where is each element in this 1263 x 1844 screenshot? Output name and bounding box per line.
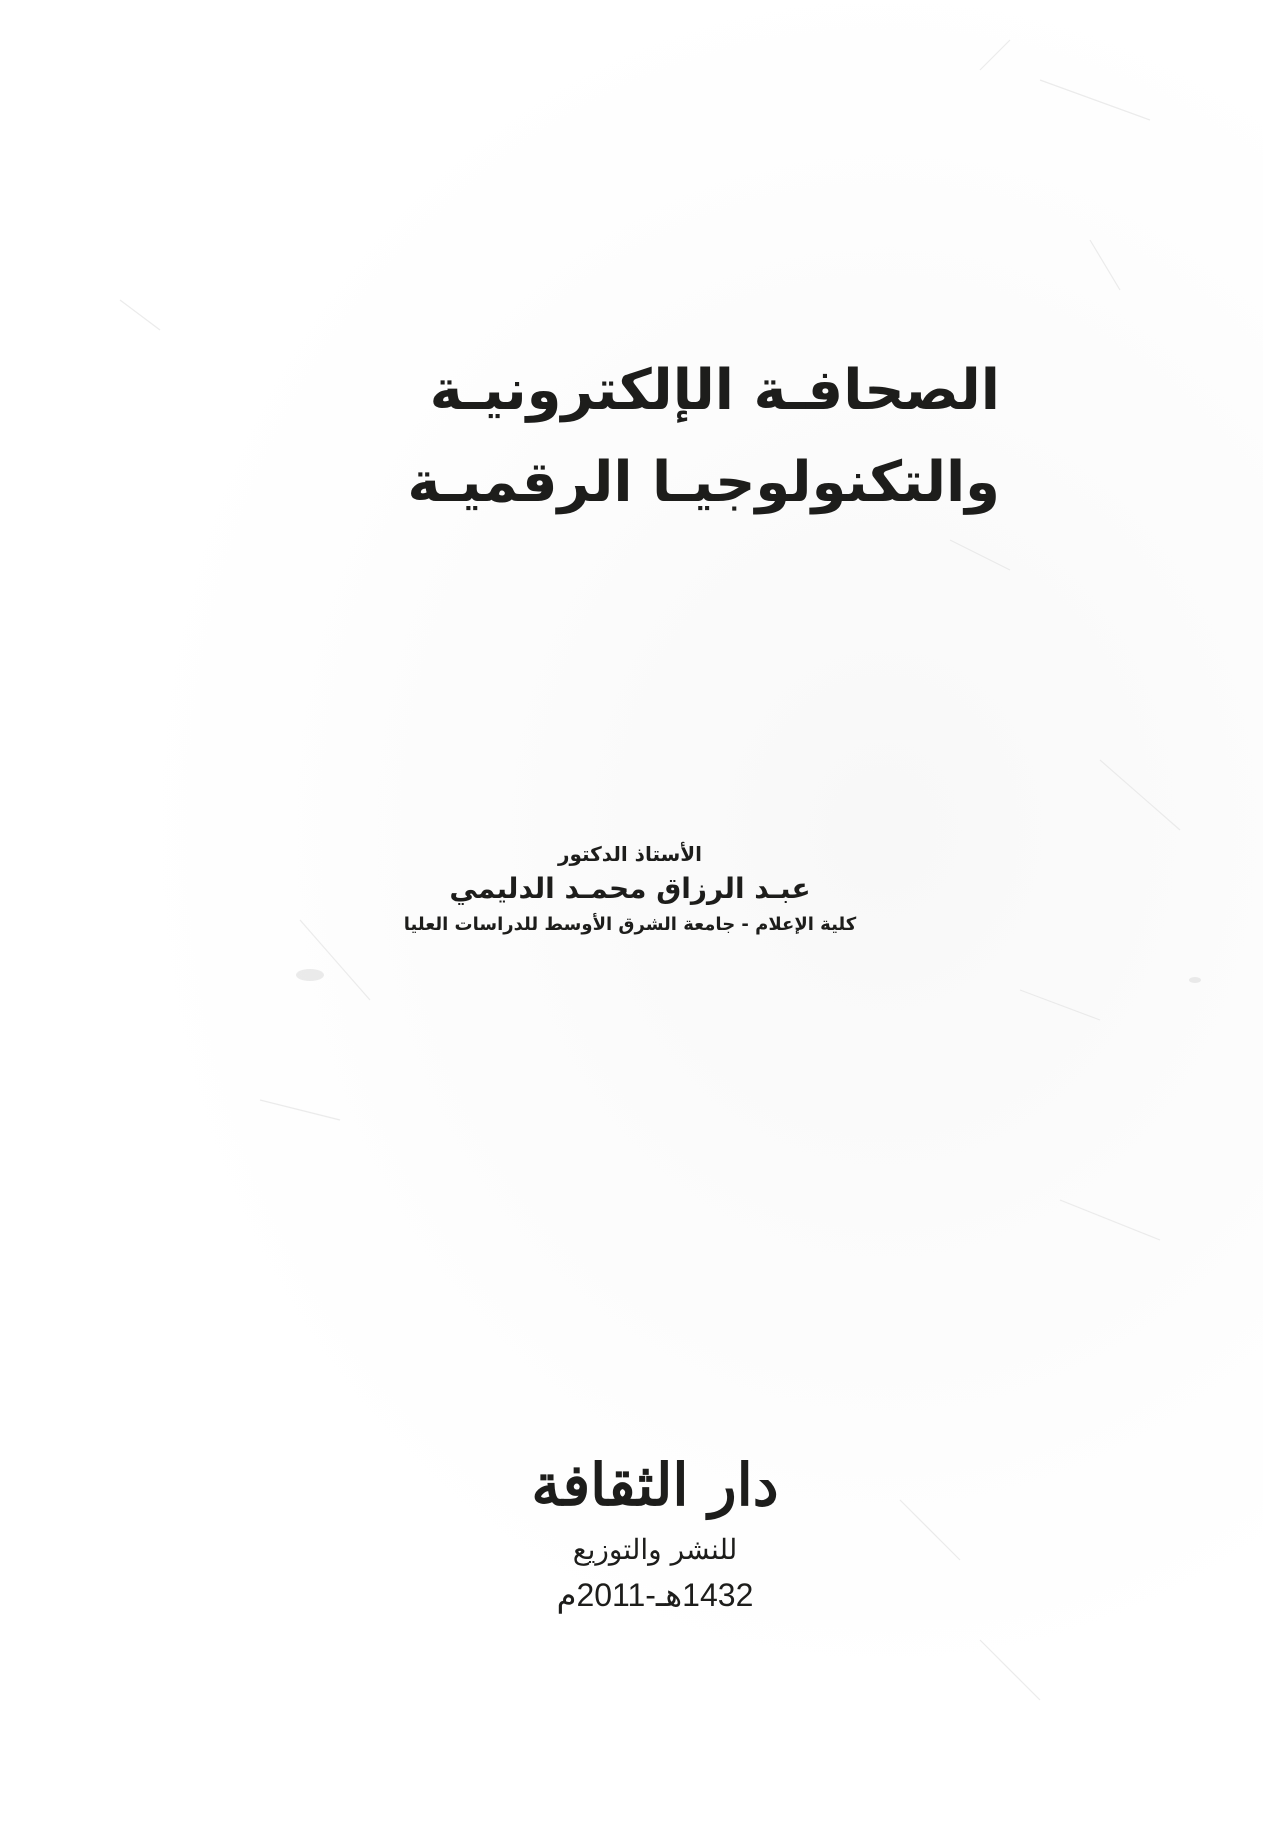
book-title-line-1: الصحافـة الإلكترونيـة	[429, 358, 1000, 423]
book-title-line-2: والتكنولوجيـا الرقميـة	[407, 450, 1000, 515]
publisher-name: دار الثقافة	[531, 1451, 779, 1519]
book-title	[300, 345, 1000, 529]
publication-date: 1432هـ-2011م	[556, 1577, 754, 1613]
author-academic-title: الأستاذ الدكتور	[557, 842, 703, 866]
publisher-subtitle: للنشر والتوزيع	[572, 1533, 738, 1566]
author-name: عبـد الرزاق محمـد الدليمي	[449, 872, 811, 905]
author-info	[330, 838, 930, 942]
author-affiliation: كلية الإعلام - جامعة الشرق الأوسط للدراسات العليا	[403, 914, 857, 935]
publisher-logo	[520, 1440, 790, 1620]
